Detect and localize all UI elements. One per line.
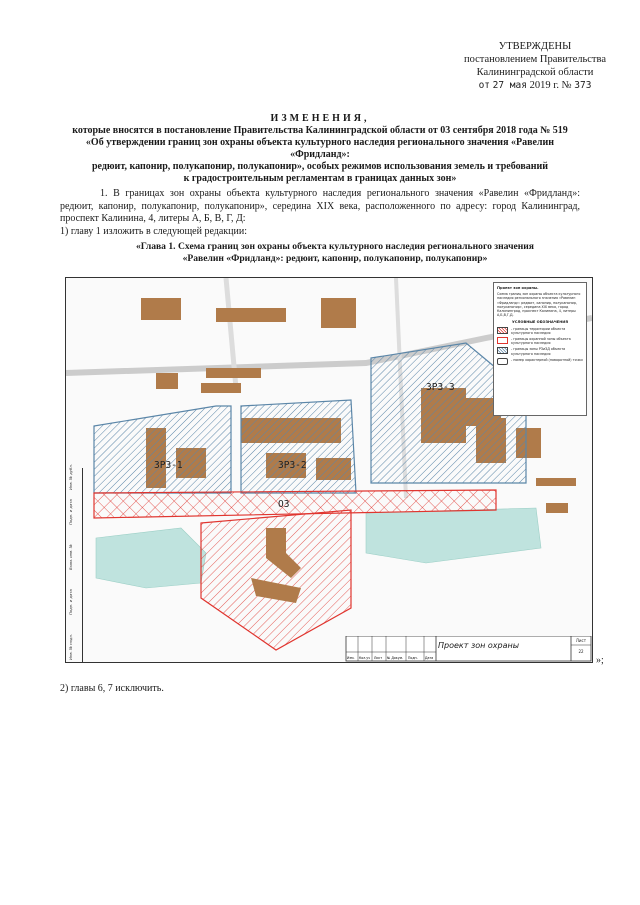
legend-item: - границы охранной зоны объекта культурного наследия: [497, 337, 583, 345]
chapter-caption: «Глава 1. Схема границ зон охраны объекта культурного наследия регионального значения «Равелин «Фридланд»: редюит, капонир, полукапонир, полукапонир»: [136, 241, 534, 264]
zrz-2-zone: [241, 400, 356, 493]
approval-line2: постановлением Правительства: [463, 54, 606, 65]
stamp-col-1: Кол.уч: [359, 656, 371, 660]
side-label-3: Взам. инв. №: [68, 544, 73, 570]
stamp-col-4: Подп.: [408, 656, 418, 660]
water-body-west: [96, 528, 206, 588]
legend-swatch: [497, 347, 508, 354]
side-label-1: Инв. № подл.: [68, 633, 73, 660]
legend-item: - границы территории объекта культурного наследия: [497, 327, 583, 335]
legend-swatch: [497, 337, 508, 344]
approval-order: от 27 мая 2019 г. № 373: [478, 80, 592, 91]
stamp-project-name: Проект зон охраны: [438, 641, 520, 650]
item-1-sub1: 1) главу 1 изложить в следующей редакции:: [60, 226, 247, 237]
stamp-col-2: Лист: [374, 656, 383, 660]
title-line3: редюит, капонир, полукапонир, полукапонир», особых режимов использования земель и требований: [91, 161, 548, 172]
side-label-5: Инв. № дубл.: [68, 464, 73, 490]
item-1-sub2: 2) главы 6, 7 исключить.: [60, 683, 164, 694]
zone-label-zrz1: ЗРЗ-1: [154, 460, 183, 471]
title-word: ИЗМЕНЕНИЯ,: [270, 113, 370, 124]
stamp-col-3: № Докум.: [387, 656, 403, 660]
zone-label-zrz2: ЗРЗ-2: [278, 460, 307, 471]
approval-line3: Калининградской области: [476, 67, 594, 78]
approval-line1: УТВЕРЖДЕНЫ: [498, 41, 572, 52]
item-1: 1. В границах зон охраны объекта культурного наследия регионального значения «Равелин «Фридланд»: редюит, капонир, полукапонир, полукапонир», середина XIX века, расположенного по адресу: город Калининград, проспект Калинина, 4, литеры А, Б, В, Г, Д:: [60, 188, 580, 224]
side-label-2: Подп. и дата: [68, 589, 73, 615]
side-label-4: Подп. и дата: [68, 499, 73, 525]
document-title: [60, 113, 580, 185]
map-legend: [493, 282, 587, 416]
title-line2: «Об утверждении границ зон охраны объекта культурного наследия регионального значения «Равелин «Фридланд»:: [85, 137, 555, 160]
title-line1: которые вносятся в постановление Правительства Калининградской области от 03 сентября 2018 года № 519: [72, 125, 568, 136]
legend-section: УСЛОВНЫЕ ОБОЗНАЧЕНИЯ: [512, 320, 568, 325]
legend-description: Схема границ зон охраны объекта культурного наследия регионального значения «Равелин «Фридланд»: редюит, капонир, полукапонир, полукапонир», середина XIX века, город Калининград, проспект Калинина, 4, литеры А,Б,В,Г,Д.: [497, 292, 581, 318]
stamp-col-5: Дата: [425, 656, 434, 660]
legend-swatch: [497, 358, 508, 365]
legend-swatch: [497, 327, 508, 334]
zone-label-oz: ОЗ: [278, 499, 290, 510]
stamp-sheet: Лист 22: [575, 638, 587, 654]
stamp-col-0: Изм.: [347, 656, 355, 660]
map-closing-quote: »;: [596, 655, 604, 666]
zone-label-zrz3: ЗРЗ-3: [426, 382, 455, 393]
approval-block: [440, 40, 630, 92]
legend-title: Проект зон охраны.: [497, 286, 539, 290]
title-line4: к градостроительным регламентам в границах данных зон»: [183, 173, 457, 184]
legend-item: - номер характерной (поворотной) точки: [497, 358, 583, 365]
legend-item: - границы зоны РЗиЗД объекта культурного наследия: [497, 347, 583, 355]
